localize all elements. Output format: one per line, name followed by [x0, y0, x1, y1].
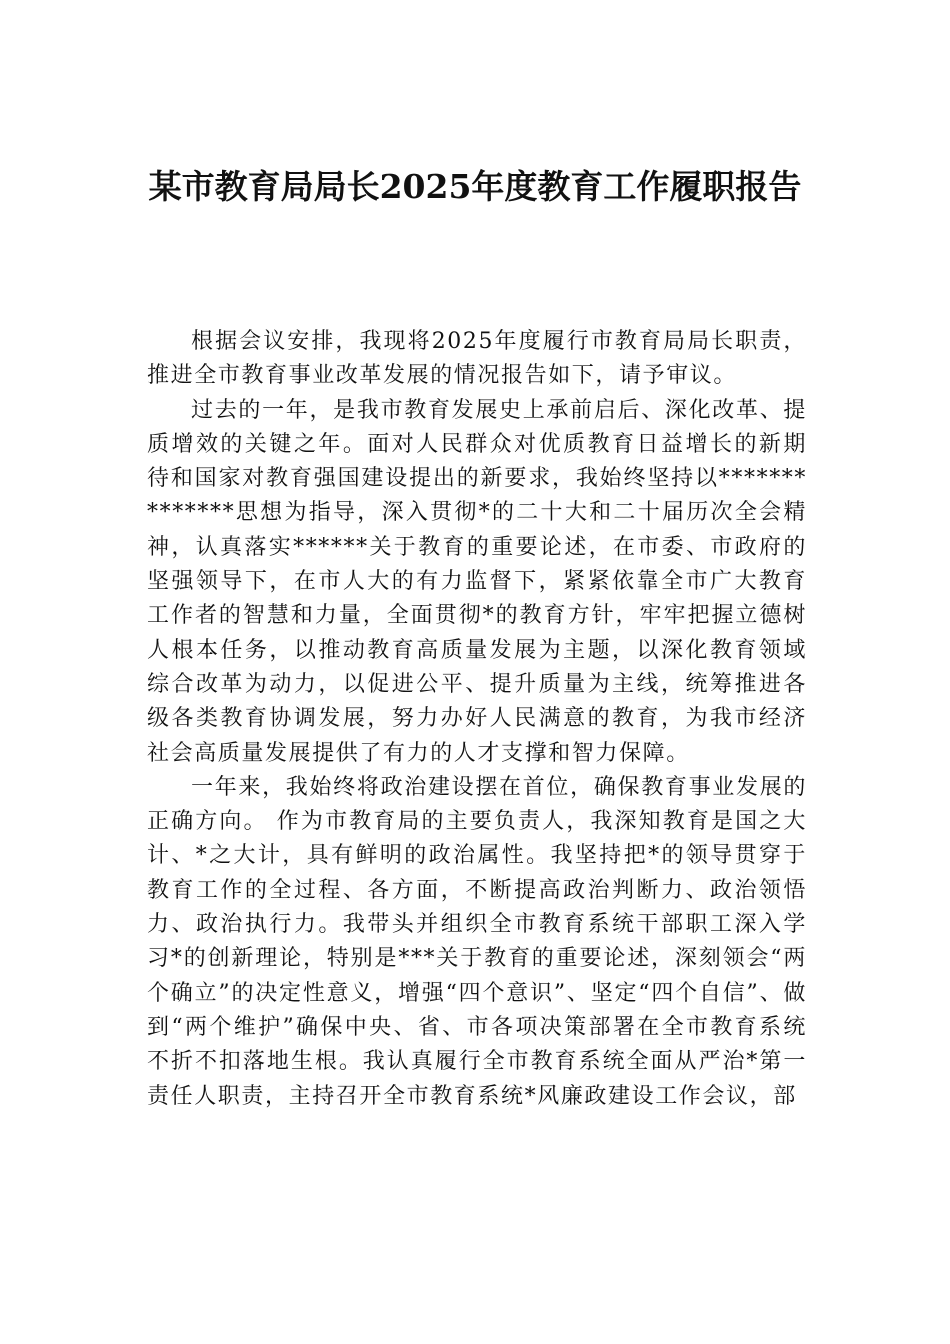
paragraph-political-building: 一年来，我始终将政治建设摆在首位，确保教育事业发展的正确方向。 作为市教育局的主要负责人，我深知教育是国之大计、*之大计，具有鲜明的政治属性。我坚持把*的领导贯穿于教育工作的全过程、各方面，不断提高政治判断力、政治领悟力、政治执行力。我带头并组织全市教育系统干部职工深入学习*的创新理论，特别是***关于教育的重要论述，深刻领会“两个确立”的决定性意义，增强“四个意识”、坚定“四个自信”、做到“两个维护”确保中央、省、市各项决策部署在全市教育系统不折不扣落地生根。我认真履行全市教育系统全面从严治*第一责任人职责，主持召开全市教育系统*风廉政建设工作会议，部 [147, 774, 807, 1109]
paragraph-intro: 根据会议安排，我现将2025年度履行市教育局局长职责，推进全市教育事业改革发展的情况报告如下，请予审议。 [147, 329, 807, 389]
document-body [147, 325, 807, 1114]
document-title: 某市教育局局长2025年度教育工作履职报告 [148, 167, 802, 206]
paragraph-overview: 过去的一年，是我市教育发展史上承前启后、深化改革、提质增效的关键之年。面对人民群众对优质教育日益增长的新期待和国家对教育强国建设提出的新要求，我始终坚持以**************思想为指导，深入贯彻*的二十大和二十届历次全会精神，认真落实******关于教育的重要论述，在市委、市政府的坚强领导下，在市人大的有力监督下，紧紧依靠全市广大教育工作者的智慧和力量，全面贯彻*的教育方针，牢牢把握立德树人根本任务，以推动教育高质量发展为主题，以深化教育领域综合改革为动力，以促进公平、提升质量为主线，统筹推进各级各类教育协调发展，努力办好人民满意的教育，为我市经济社会高质量发展提供了有力的人才支撑和智力保障。 [147, 397, 807, 766]
